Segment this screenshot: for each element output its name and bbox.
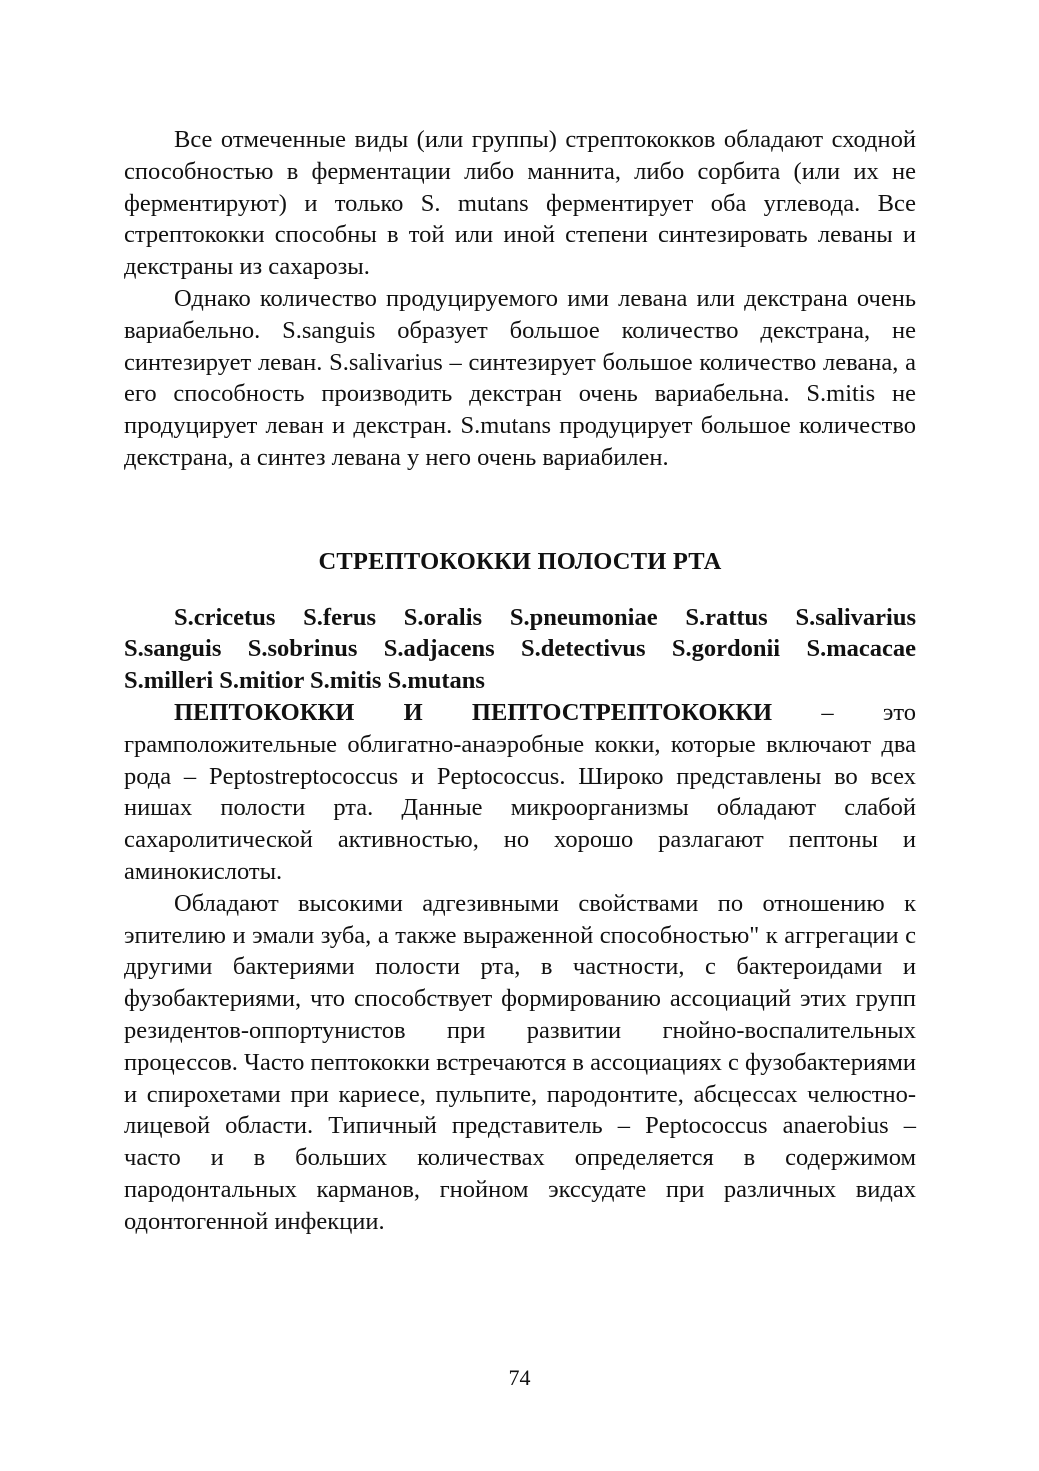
paragraph-adhesion: Обладают высокими адгезивными свойствами по отношению к эпителию и эмали зуба, а также выраженной способностью" к аггрегации с другими бактериями полости рта, в частности, с бактероидами и фузобактериями, что способствует формированию ассоциаций этих групп резидентов-оппортунистов при развитии гнойно-воспалительных процессов. Часто пептококки встречаются в ассоциациях с фузобактериями и спирохетами при кариесе, пульпите, пародонтите, абсцессах челюстно-лицевой области. Типичный представитель – Peptococcus anaerobius – часто и в больших количествах определяется в содержимом пародонтальных карманов, гнойном экссудате при различных видах одонтогенной инфекции. xyxy=(124,889,916,1235)
page-number: 74 xyxy=(508,1365,531,1390)
section-heading: СТРЕПТОКОККИ ПОЛОСТИ РТА xyxy=(318,547,722,575)
species-list xyxy=(124,602,916,697)
peptococci-text: – это грамположительные облигатно-анаэробные кокки, которые включают два рода – Peptostreptococcus и Peptococcus. Широко представлены во всех нишах полости рта. Данные микроорганизмы обладают слабой сахаролитической активностью, но хорошо разлагают пептоны и аминокислоты. xyxy=(124,698,916,885)
peptococci-lead: ПЕПТОКОККИ И ПЕПТОСТРЕПТОКОККИ xyxy=(174,698,773,726)
page-body xyxy=(124,124,916,1238)
paragraph-peptococci xyxy=(124,697,916,888)
species-line: S.cricetus S.ferus S.oralis S.pneumoniae S.rattus S.salivarius xyxy=(174,603,916,631)
paragraph-levan-dextran: Однако количество продуцируемого ими левана или декстрана очень вариабельно. S.sanguis образует большое количество декстрана, не синтезирует леван. S.salivarius – синтезирует большое количество левана, а его способность производить декстран очень вариабельна. S.mitis не продуцирует леван и декстран. S.mutans продуцирует большое количество декстрана, а синтез левана у него очень вариабилен. xyxy=(124,284,916,471)
species-line: S.milleri S.mitior S.mitis S.mutans xyxy=(124,667,485,695)
paragraph-fermentation: Все отмеченные виды (или группы) стрептококков обладают сходной способностью в ферментации либо маннита, либо сорбита (или их не ферментируют) и только S. mutans ферментирует оба углевода. Все стрептококки способны в той или иной степени синтезировать леваны и декстраны из сахарозы. xyxy=(124,126,916,281)
species-line: S.sanguis S.sobrinus S.adjacens S.detectivus S.gordonii S.macacae xyxy=(124,635,916,663)
